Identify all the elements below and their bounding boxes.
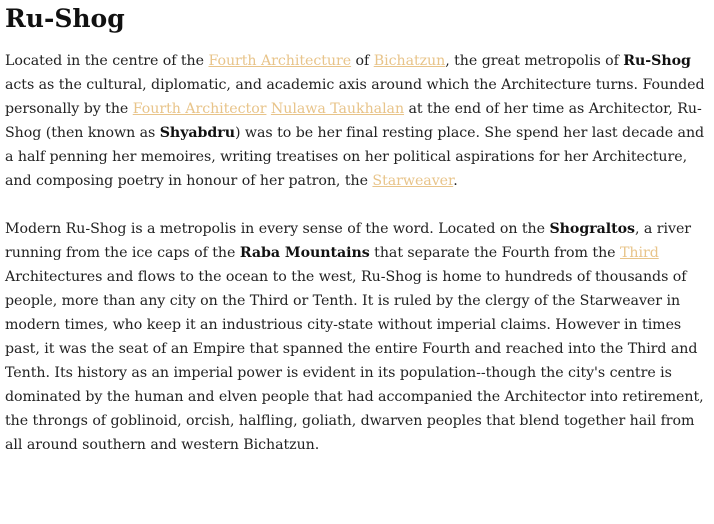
link-third[interactable]: Third xyxy=(619,245,659,261)
link-bichatzun[interactable]: Bichatzun xyxy=(373,53,446,69)
paragraph-intro xyxy=(5,49,709,193)
link-fourth-architecture[interactable]: Fourth Architecture xyxy=(208,53,352,69)
text-run: Located in the centre of the xyxy=(5,53,209,69)
paragraph-modern xyxy=(5,217,709,457)
text-run: acts as the cultural, diplomatic, and academic axis around which the Architecture turns. Founded personally by the xyxy=(5,77,705,117)
text-run: , the great metropolis of xyxy=(445,53,624,69)
text-run: that separate the Fourth from the xyxy=(369,245,620,261)
link-starweaver[interactable]: Starweaver xyxy=(372,173,454,189)
text-run: Modern Ru-Shog is a metropolis in every sense of the word. Located on the xyxy=(5,221,550,237)
text-run: , a river running from the ice caps of the xyxy=(5,221,692,261)
text-run: of xyxy=(351,53,374,69)
bold-shyabdru: Shyabdru xyxy=(159,125,235,141)
text-run: Architectures and flows to the ocean to the west, Ru-Shog is home to hundreds of thousands of people, more than any city on the Third or Tenth. It is ruled by the clergy of the Starweaver in modern times, who keep it an industrious city-state without imperial claims. However in times past, it was the seat of an Empire that spanned the entire Fourth and reached into the Third and Tenth. Its history as an imperial power is evident in its population--though the city's centre is dominated by the human and elven people that had accompanied the Architector into retirement, the throngs of goblinoid, orcish, halfling, goliath, dwarven peoples that blend together hail from all around southern and western Bichatzun. xyxy=(5,269,704,453)
link-nulawa-taukhalan[interactable]: Nulawa Taukhalan xyxy=(270,101,405,117)
link-fourth-architector[interactable]: Fourth Architector xyxy=(132,101,267,117)
text-run: . xyxy=(453,173,458,189)
article xyxy=(5,0,709,457)
bold-shograltos: Shograltos xyxy=(549,221,635,237)
text-run: at the end of her time as Architector, Ru-Shog (then known as xyxy=(5,101,702,141)
bold-ru-shog: Ru-Shog xyxy=(623,53,691,69)
page-title: Ru-Shog xyxy=(5,4,125,33)
bold-raba-mountains: Raba Mountains xyxy=(239,245,370,261)
text-run: ) was to be her final resting place. She spend her last decade and a half penning her memoires, writing treatises on her political aspirations for her Architecture, and composing poetry in honour of her patron, the xyxy=(5,125,705,189)
